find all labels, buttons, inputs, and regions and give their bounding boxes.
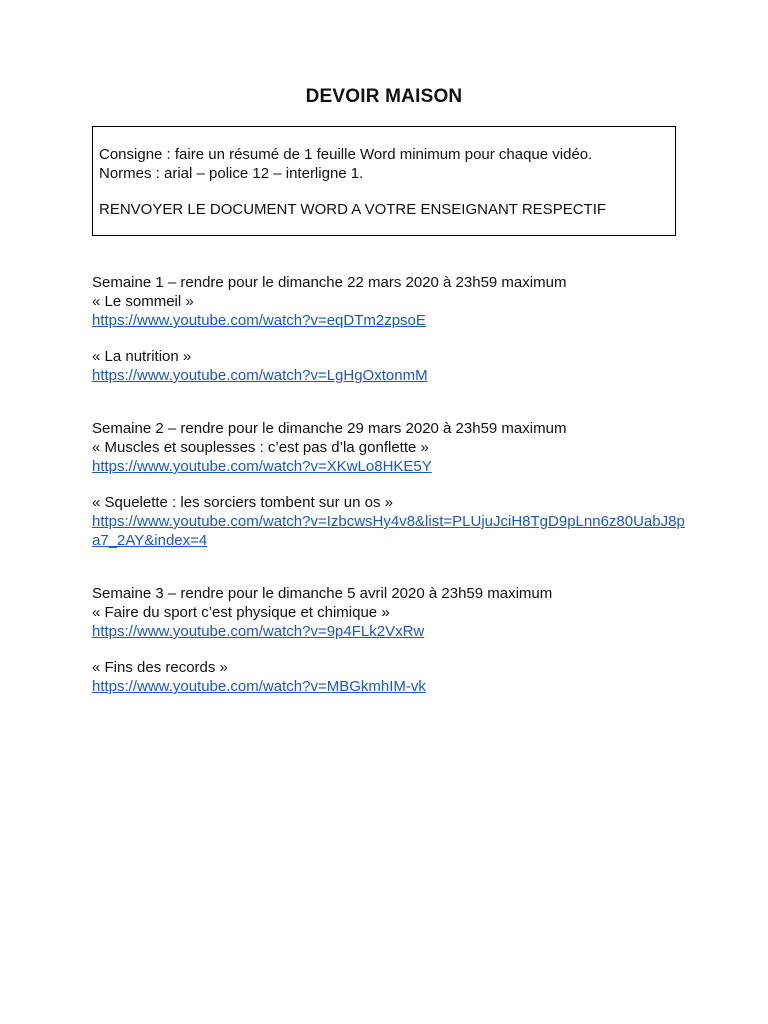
video-item <box>92 493 692 550</box>
video-link[interactable]: https://www.youtube.com/watch?v=MBGkmhIM-vk <box>92 678 426 695</box>
video-link[interactable]: https://www.youtube.com/watch?v=XKwLo8HKE5Y <box>92 458 432 475</box>
week-2 <box>92 419 692 550</box>
video-title: « Squelette : les sorciers tombent sur un os » <box>92 494 393 511</box>
week-heading: Semaine 1 – rendre pour le dimanche 22 mars 2020 à 23h59 maximum <box>92 274 567 291</box>
instruction-renvoyer: RENVOYER LE DOCUMENT WORD A VOTRE ENSEIGNANT RESPECTIF <box>99 201 607 218</box>
video-title: « Le sommeil » <box>92 293 194 310</box>
video-item <box>92 347 692 385</box>
video-item <box>92 292 692 330</box>
week-heading: Semaine 3 – rendre pour le dimanche 5 avril 2020 à 23h59 maximum <box>92 585 553 602</box>
video-title: « Muscles et souplesses : c’est pas d’la gonflette » <box>92 439 429 456</box>
video-item <box>92 603 692 641</box>
week-heading: Semaine 2 – rendre pour le dimanche 29 mars 2020 à 23h59 maximum <box>92 420 567 437</box>
video-item <box>92 438 692 476</box>
video-link[interactable]: https://www.youtube.com/watch?v=IzbcwsHy4v8&list=PLUjuJciH8TgD9pLnn6z80UabJ8pa7_2AY&index=4 <box>92 513 685 549</box>
page-title: DEVOIR MAISON <box>305 86 463 107</box>
weeks-list <box>92 273 692 730</box>
week-3 <box>92 584 692 696</box>
instruction-normes: Normes : arial – police 12 – interligne 1. <box>99 165 364 182</box>
instructions-box <box>92 126 676 236</box>
video-link[interactable]: https://www.youtube.com/watch?v=eqDTm2zpsoE <box>92 312 426 329</box>
video-title: « Fins des records » <box>92 659 228 676</box>
video-title: « Faire du sport c’est physique et chimique » <box>92 604 390 621</box>
video-link[interactable]: https://www.youtube.com/watch?v=9p4FLk2VxRw <box>92 623 425 640</box>
spacer <box>99 183 669 200</box>
week-1 <box>92 273 692 385</box>
video-title: « La nutrition » <box>92 348 192 365</box>
instruction-consigne: Consigne : faire un résumé de 1 feuille Word minimum pour chaque vidéo. <box>99 146 593 163</box>
video-link[interactable]: https://www.youtube.com/watch?v=LgHgOxtonmM <box>92 367 428 384</box>
video-item <box>92 658 692 696</box>
